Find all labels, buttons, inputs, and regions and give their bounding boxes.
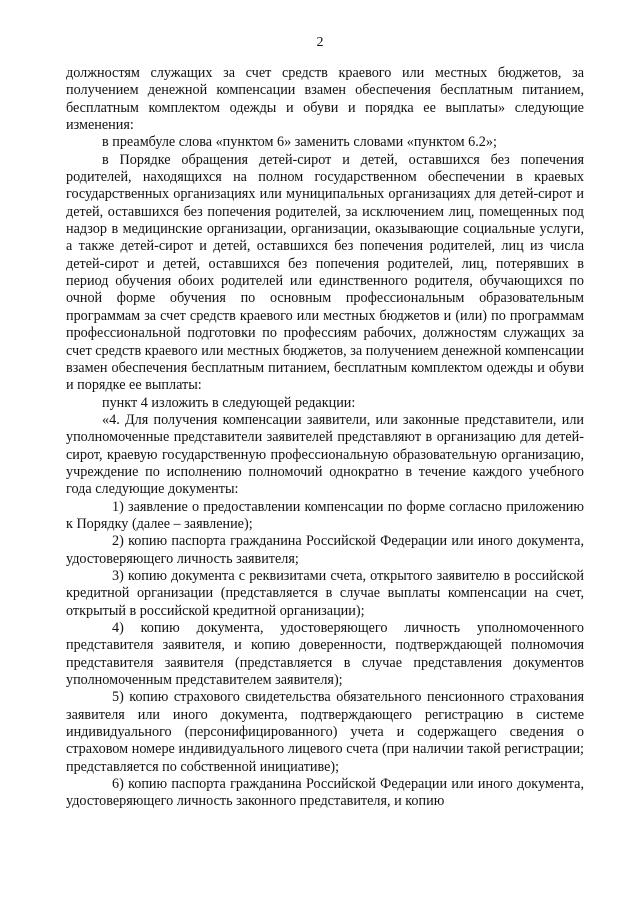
paragraph-preamble-change: в преамбуле слова «пунктом 6» заменить словами «пунктом 6.2»; <box>102 134 497 151</box>
list-item-5: 5) копию страхового свидетельства обязательного пенсионного страхования заявителя или иного документа, подтверждающего регистрацию в системе индивидуального (персонифицированного) учета и содержащего сведения о страховом номере индивидуального лицевого счета (при наличии такой регистрации; представляется по собственной инициативе); <box>66 689 584 775</box>
paragraph-procedure-title: в Порядке обращения детей-сирот и детей, оставшихся без попечения родителей, находящихся на полном государственном обеспечении в краевых государственных организациях или муниципальных организациях для детей-сирот и детей, оставшихся без попечения родителей, за исключением лиц, помещенных под надзор в медицинские организации, организации, оказывающие социальные услуги, а также детей-сирот и детей, оставшихся без попечения родителей, лиц из числа детей-сирот и детей, оставшихся без попечения родителей, лиц, потерявших в период обучения обоих родителей или единственного родителя, обучающихся по очной форме обучения по основным профессиональным образовательным программам за счет средств краевого или местных бюджетов и (или) по программам профессиональной подготовки по профессиям рабочих, должностям служащих за счет средств краевого или местных бюджетов, за получением денежной компенсации взамен обеспечения бесплатным питанием, бесплатным комплектом одежды и обуви и порядке ее выплаты: <box>66 151 584 394</box>
list-item-2: 2) копию паспорта гражданина Российской Федерации или иного документа, удостоверяющего личность заявителя; <box>66 533 584 567</box>
paragraph-point4-intro: пункт 4 изложить в следующей редакции: <box>102 394 356 411</box>
list-item-4: 4) копию документа, удостоверяющего личность уполномоченного представителя заявителя, и копию доверенности, подтверждающей полномочия представителя заявителя (представляется в случае представления документов уполномоченным представителем заявителя); <box>66 620 584 689</box>
list-item-6: 6) копию паспорта гражданина Российской Федерации или иного документа, удостоверяющего личность законного представителя, и копию <box>66 776 584 810</box>
list-item-3: 3) копию документа с реквизитами счета, открытого заявителю в российской кредитной организации (представляется в случае выплаты компенсации на счет, открытый в российской кредитной организации); <box>66 567 584 619</box>
paragraph-point4-text: «4. Для получения компенсации заявители, или законные представители, или уполномоченные представители заявителей представляют в организацию для детей-сирот, краевую государственную профессиональную образовательную организацию, учреждение по исполнению полномочий однократно в течение каждого учебного года следующие документы: <box>66 411 584 498</box>
paragraph-continuation: должностям служащих за счет средств краевого или местных бюджетов, за получением денежной компенсации взамен обеспечения бесплатным питанием, бесплатным комплектом одежды и обуви и порядка ее выплаты» следующие изменения: <box>66 65 584 134</box>
page-number: 2 <box>316 35 324 50</box>
list-item-1: 1) заявление о предоставлении компенсации по форме согласно приложению к Порядку (далее – заявление); <box>66 498 584 532</box>
document-body <box>66 65 584 811</box>
